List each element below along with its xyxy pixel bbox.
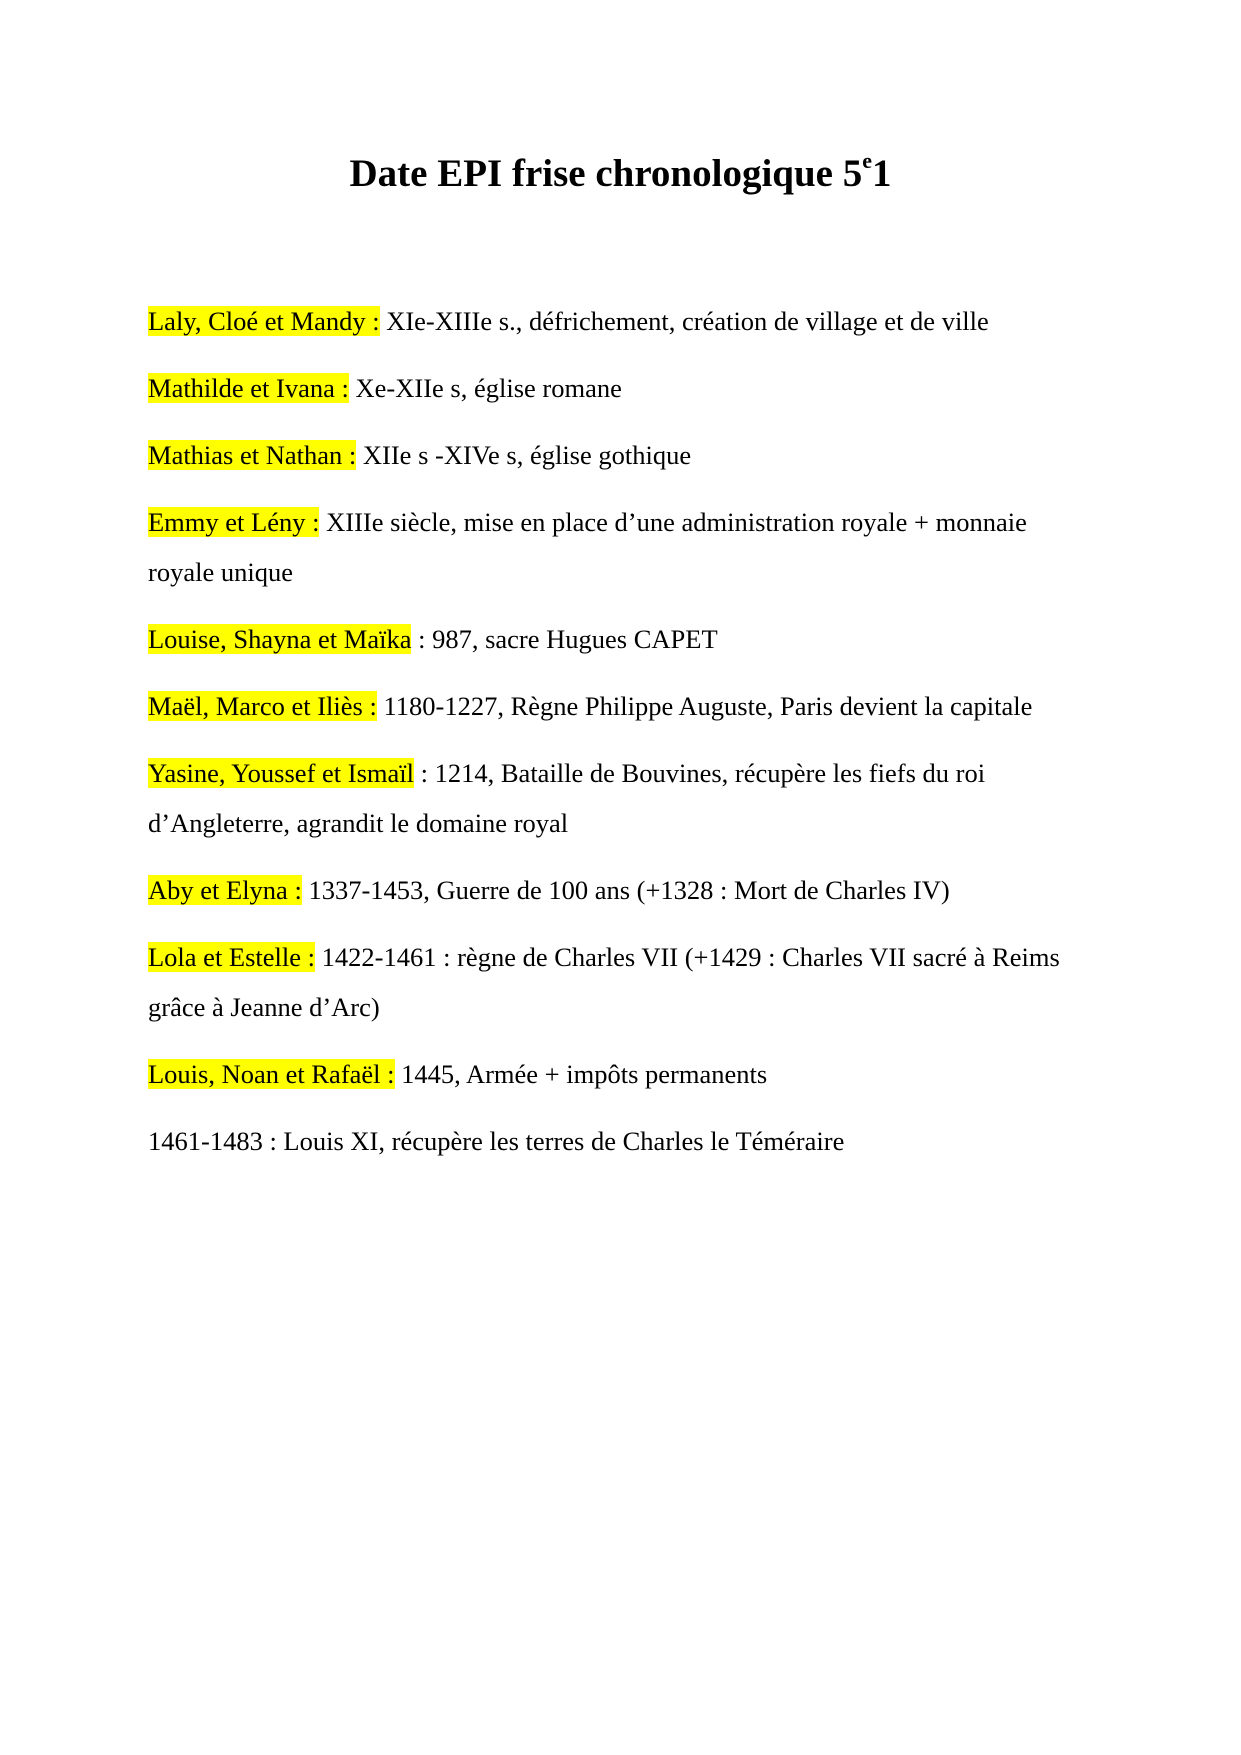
entry [148,748,1098,848]
entry-names-highlight: Lola et Estelle : [148,942,316,972]
entry [148,363,1098,413]
entry [148,614,1098,664]
entry [148,865,1098,915]
entry-names-highlight: Yasine, Youssef et Ismaïl [148,758,415,788]
entry [148,296,1098,346]
entry-text: 1461-1483 : Louis XI, récupère les terres de Charles le Téméraire [148,1126,845,1156]
entry [148,681,1098,731]
entry-text: : 1214, Bataille de Bouvines, récupère les fiefs du roi d’Angleterre, agrandit le domaine royal [148,758,986,838]
page-title [0,148,1241,200]
entry-text: XIIe s -XIVe s, église gothique [356,440,692,470]
entry-text: 1422-1461 : règne de Charles VII (+1429 : Charles VII sacré à Reims grâce à Jeanne d’Arc) [148,942,1060,1022]
entry-text: XIe-XIIIe s., défrichement, création de village et de ville [379,306,989,336]
title-suffix: 1 [872,152,892,195]
entry-names-highlight: Emmy et Lény : [148,507,320,537]
title-superscript: e [862,148,873,173]
entry-names-highlight: Louis, Noan et Rafaël : [148,1059,395,1089]
timeline-entries [148,296,1098,1183]
entry-text: 1445, Armée + impôts permanents [394,1059,768,1089]
entry-names-highlight: Maël, Marco et Iliès : [148,691,377,721]
entry [148,1116,1098,1166]
entry-names-highlight: Mathilde et Ivana : [148,373,349,403]
title-text: Date EPI frise chronologique 5 [349,152,863,195]
entry-names-highlight: Laly, Cloé et Mandy : [148,306,380,336]
entry [148,1049,1098,1099]
entry [148,497,1098,597]
entry-text: 1337-1453, Guerre de 100 ans (+1328 : Mort de Charles IV) [301,875,950,905]
entry-names-highlight: Aby et Elyna : [148,875,302,905]
entry-text: : 987, sacre Hugues CAPET [411,624,718,654]
entry-text: 1180-1227, Règne Philippe Auguste, Paris devient la capitale [376,691,1033,721]
entry-names-highlight: Mathias et Nathan : [148,440,357,470]
entry [148,932,1098,1032]
entry-text: Xe-XIIe s, église romane [348,373,622,403]
entry-names-highlight: Louise, Shayna et Maïka [148,624,412,654]
entry-text: XIIIe siècle, mise en place d’une administration royale + monnaie royale unique [148,507,1027,587]
entry [148,430,1098,480]
